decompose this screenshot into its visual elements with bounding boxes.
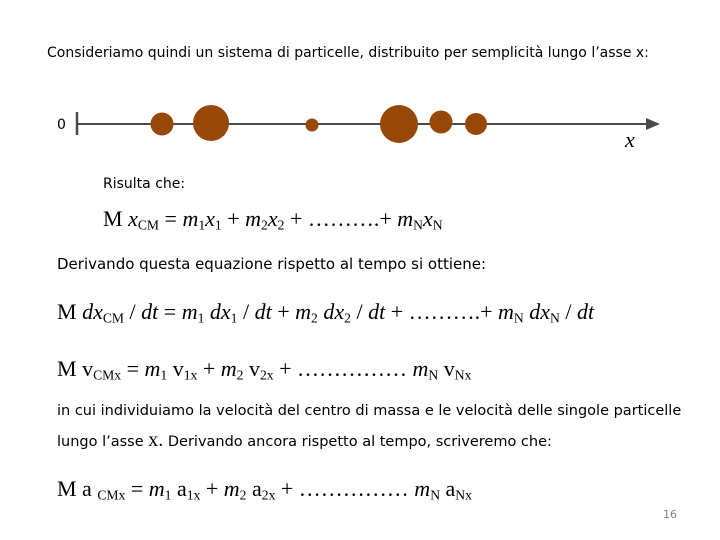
particle-axis-diagram bbox=[0, 0, 720, 160]
particle bbox=[380, 105, 418, 143]
axis-origin-label: 0 bbox=[57, 117, 66, 133]
intro-text: Consideriamo quindi un sistema di particelle, distribuito per semplicità lungo l’asse x: bbox=[47, 45, 649, 61]
axis-x-label: x bbox=[625, 127, 635, 152]
particle bbox=[193, 105, 229, 141]
derivation-text: Derivando questa equazione rispetto al tempo si ottiene: bbox=[57, 255, 487, 273]
equation-derivative: M $dx_{CM}$ / dt = $m_1$ $dx_1$ / dt + $m_2$ $dx_2$ / dt + ……….+ $m_N$ $dx_N$ / dt bbox=[57, 299, 595, 326]
equation-center-of-mass-position: M $x_{CM} = m_1x_1 + m_2x_2$ + ……….+ $m_Nx_N$ bbox=[103, 206, 443, 233]
explanation-text-line-1: in cui individuiamo la velocità del centro di massa e le velocità delle singole particelle bbox=[57, 403, 682, 419]
x-axis-arrowhead bbox=[646, 118, 660, 130]
result-label: Risulta che: bbox=[103, 176, 186, 192]
equation-acceleration: M a $_{CMx} = m_1$ $a_{1x} + m_2$ $a_{2x}$ + …………… $m_N$ $a_{Nx}$ bbox=[57, 476, 472, 503]
page-number: 16 bbox=[663, 508, 677, 521]
particle bbox=[306, 119, 319, 132]
particle bbox=[465, 113, 487, 135]
explanation-text-line-2: lungo l’asse x. Derivando ancora rispetto al tempo, scriveremo che: bbox=[57, 429, 552, 451]
equation-velocity: M $v_{CMx} = m_1$ $v_{1x} + m_2$ $v_{2x}$ + …………… $m_N$ $v_{Nx}$ bbox=[57, 356, 472, 383]
particle bbox=[430, 111, 453, 134]
particle bbox=[151, 113, 174, 136]
